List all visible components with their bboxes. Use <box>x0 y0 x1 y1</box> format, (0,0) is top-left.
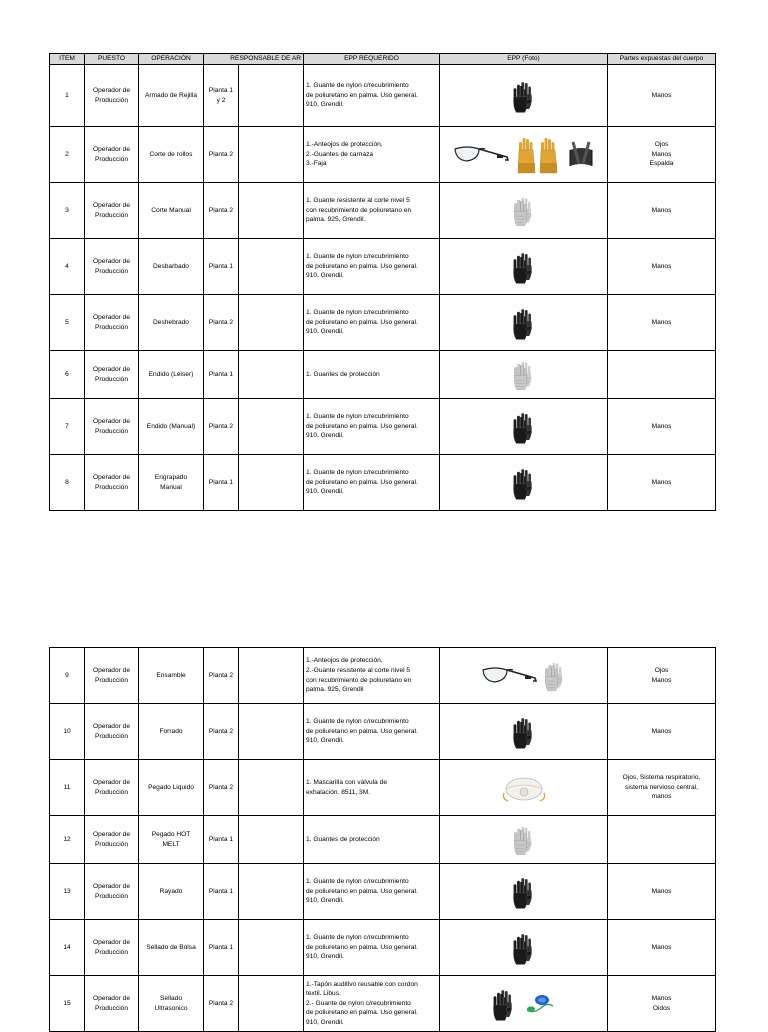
text-line: Planta 1 <box>208 478 234 486</box>
responsable-cell <box>239 351 304 399</box>
planta-cell <box>204 648 239 704</box>
earplugs-icon <box>520 1000 560 1007</box>
text-line: 1. Guante de nylon c/recubrimiento <box>306 718 409 726</box>
partes-expuestas-cell <box>608 760 716 816</box>
planta-cell <box>204 183 239 239</box>
partes-expuestas-cell <box>608 295 716 351</box>
black-glove-icon <box>508 423 540 430</box>
responsable-cell <box>239 976 304 1032</box>
text-line: Ojos, Sistema respiratorio, <box>622 774 701 782</box>
text-line: Oidos <box>652 1004 671 1012</box>
table-row <box>50 920 716 976</box>
text-line: 1.-Tapón auditivo reusable con cordon <box>306 980 418 988</box>
black-glove-icon <box>508 728 540 735</box>
text-line: 1. Guante de nylon c/recubrimiento <box>306 309 409 317</box>
text-line: 910, Grendil. <box>306 488 344 496</box>
table-row <box>50 295 716 351</box>
responsable-cell <box>239 399 304 455</box>
responsable-cell <box>239 760 304 816</box>
partes-expuestas-cell <box>608 648 716 704</box>
puesto-cell <box>85 976 139 1032</box>
table-row <box>50 760 716 816</box>
header-item: ITEM <box>50 54 85 65</box>
text-line: Operador de <box>92 86 131 94</box>
partes-expuestas-cell <box>608 351 716 399</box>
cut-resistant-glove-icon <box>509 836 539 843</box>
header-responsable: RESPONSABLE DE AR <box>204 54 304 65</box>
text-line: Planta 2 <box>208 318 234 326</box>
epp-requerido-cell <box>304 399 440 455</box>
partes-expuestas-cell <box>608 399 716 455</box>
epp-requerido-cell <box>304 183 440 239</box>
responsable-cell <box>239 648 304 704</box>
text-line: Manos <box>651 887 672 895</box>
text-line: Manos <box>651 727 672 735</box>
table-body-page-2 <box>50 648 716 1032</box>
text-line: Manos <box>651 206 672 214</box>
text-line: Manos <box>651 478 672 486</box>
cut-resistant-glove-icon <box>540 672 570 679</box>
operacion-cell <box>139 65 204 127</box>
epp-table-page-2 <box>49 647 716 1032</box>
text-line: de poliuretano en palma. Uso general. <box>306 887 418 895</box>
operacion-cell <box>139 183 204 239</box>
text-line: 910, Grendil. <box>306 328 344 336</box>
text-line: Planta 2 <box>208 783 234 791</box>
header-partes-expuestas: Partes expuestas del cuerpo <box>608 54 716 65</box>
text-line: 910, Grendil. <box>306 1018 344 1026</box>
text-line: Manos <box>651 676 672 684</box>
text-line: Operador de <box>92 722 131 730</box>
epp-requerido-cell <box>304 127 440 183</box>
text-line: Planta 2 <box>208 150 234 158</box>
epp-foto-cell <box>440 816 608 864</box>
text-line: Engrapado <box>154 473 188 481</box>
puesto-cell <box>85 127 139 183</box>
cut-resistant-glove-icon <box>509 371 539 378</box>
text-line: Producción <box>95 892 128 900</box>
text-line: Manual <box>160 483 182 491</box>
table-row <box>50 239 716 295</box>
epp-foto-cell <box>440 239 608 295</box>
puesto-cell <box>85 864 139 920</box>
planta-cell <box>204 920 239 976</box>
text-line: Forrado <box>159 727 183 735</box>
puesto-cell <box>85 816 139 864</box>
table-row <box>50 648 716 704</box>
text-line: Planta 2 <box>208 999 234 1007</box>
text-line: manos <box>651 793 672 801</box>
epp-requerido-cell <box>304 648 440 704</box>
text-line: 1. Guante de nylon c/recubrimiento <box>306 253 409 261</box>
text-line: 1. Guantes de protección <box>306 835 380 843</box>
text-line: MELT <box>162 840 180 848</box>
text-line: Deshebrado <box>153 318 189 326</box>
text-line: Producción <box>95 732 128 740</box>
operacion-cell <box>139 295 204 351</box>
text-line: 3.-Faja <box>306 160 327 168</box>
text-line: Producción <box>95 211 128 219</box>
text-line: con recubrimiento de poliuretano en <box>306 676 412 684</box>
text-line: 910, Grendil. <box>306 432 344 440</box>
text-line: Corte de rollos <box>149 150 193 158</box>
text-line: 2.-Guantes de carnaza <box>306 150 374 158</box>
text-line: Producción <box>95 676 128 684</box>
text-line: de poliuretano en palma. Uso general. <box>306 727 418 735</box>
epp-requerido-cell <box>304 760 440 816</box>
text-line: Operador de <box>92 417 131 425</box>
epp-requerido-cell <box>304 920 440 976</box>
text-line: Operador de <box>92 666 131 674</box>
puesto-cell <box>85 455 139 511</box>
text-line: Producción <box>95 483 128 491</box>
text-line: 1.-Anteojos de protección, <box>306 657 383 665</box>
epp-table-page-1 <box>49 53 716 511</box>
item-cell: 6 <box>50 351 85 399</box>
black-glove-icon <box>508 944 540 951</box>
puesto-cell <box>85 704 139 760</box>
item-cell: 10 <box>50 704 85 760</box>
epp-foto-cell <box>440 864 608 920</box>
epp-foto-cell <box>440 760 608 816</box>
text-line: 910, Grendil. <box>306 897 344 905</box>
text-line: Rayado <box>159 887 183 895</box>
table-row <box>50 399 716 455</box>
text-line: de poliuretano en palma. Uso general. <box>306 318 418 326</box>
epp-foto-cell <box>440 295 608 351</box>
text-line: Sellado <box>160 994 182 1002</box>
text-line: 1.-Anteojos de protección, <box>306 141 383 149</box>
table-row <box>50 65 716 127</box>
item-cell: 3 <box>50 183 85 239</box>
text-line: 910, Grendil. <box>306 953 344 961</box>
text-line: 1. Mascarilla con válvula de <box>306 778 387 786</box>
responsable-cell <box>239 455 304 511</box>
planta-cell <box>204 455 239 511</box>
operacion-cell <box>139 399 204 455</box>
text-line: con recubrimiento de poliuretano en <box>306 206 412 214</box>
text-line: Armado de Rejilla <box>144 91 198 99</box>
table-row <box>50 816 716 864</box>
header-epp-foto: EPP (Foto) <box>440 54 608 65</box>
text-line: Operador de <box>92 778 131 786</box>
text-line: 1. Guante de nylon c/recubrimiento <box>306 82 409 90</box>
text-line: de poliuretano en palma. Uso general. <box>306 943 418 951</box>
text-line: 910, Grendil. <box>306 737 344 745</box>
partes-expuestas-cell <box>608 704 716 760</box>
text-line: de poliuretano en palma. Uso general. <box>306 91 418 99</box>
text-line: de poliuretano en palma. Uso general. <box>306 1009 418 1017</box>
epp-requerido-cell <box>304 816 440 864</box>
operacion-cell <box>139 648 204 704</box>
planta-cell <box>204 127 239 183</box>
epp-foto-cell <box>440 127 608 183</box>
epp-requerido-cell <box>304 976 440 1032</box>
text-line: Manos <box>651 262 672 270</box>
text-line: Manos <box>651 994 672 1002</box>
black-glove-icon <box>508 479 540 486</box>
text-line: 1. Guante resistente al corte nivel 5 <box>306 197 410 205</box>
text-line: Producción <box>95 267 128 275</box>
safety-glasses-icon <box>478 672 540 679</box>
partes-expuestas-cell <box>608 816 716 864</box>
item-cell: 4 <box>50 239 85 295</box>
item-cell: 12 <box>50 816 85 864</box>
text-line: 1. Guantes de protección <box>306 370 380 378</box>
text-line: 1. Guante de nylon c/recubrimiento <box>306 413 409 421</box>
item-cell: 1 <box>50 65 85 127</box>
epp-foto-cell <box>440 183 608 239</box>
operacion-cell <box>139 976 204 1032</box>
operacion-cell <box>139 239 204 295</box>
operacion-cell <box>139 455 204 511</box>
table-row <box>50 864 716 920</box>
puesto-cell <box>85 648 139 704</box>
text-line: Desbarbado <box>153 262 189 270</box>
planta-cell <box>204 239 239 295</box>
text-line: de poliuretano en palma. Uso general. <box>306 422 418 430</box>
epp-requerido-cell <box>304 295 440 351</box>
leather-gloves-icon <box>512 151 564 158</box>
text-line: y 2 <box>216 96 226 104</box>
text-line: Ultrasonico <box>154 1004 188 1012</box>
text-line: Producción <box>95 96 128 104</box>
item-cell: 5 <box>50 295 85 351</box>
text-line: Planta 2 <box>208 671 234 679</box>
text-line: Operador de <box>92 365 131 373</box>
operacion-cell <box>139 864 204 920</box>
text-line: 2.- Guante de nylon c/recubrimiento <box>306 999 411 1007</box>
text-line: 1. Guante de nylon c/recubrimiento <box>306 469 409 477</box>
text-line: Operador de <box>92 313 131 321</box>
text-line: Producción <box>95 788 128 796</box>
partes-expuestas-cell <box>608 239 716 295</box>
planta-cell <box>204 704 239 760</box>
responsable-cell <box>239 816 304 864</box>
puesto-cell <box>85 351 139 399</box>
text-line: Producción <box>95 375 128 383</box>
puesto-cell <box>85 65 139 127</box>
black-glove-icon <box>508 319 540 326</box>
black-glove-icon <box>508 888 540 895</box>
table-row <box>50 976 716 1032</box>
epp-foto-cell <box>440 648 608 704</box>
item-cell: 11 <box>50 760 85 816</box>
text-line: Pegado HOT <box>151 830 191 838</box>
text-line: Ojos <box>654 141 669 149</box>
table-row <box>50 455 716 511</box>
text-line: palma. 925, Grendil. <box>306 216 366 224</box>
text-line: Planta 2 <box>208 727 234 735</box>
partes-expuestas-cell <box>608 976 716 1032</box>
responsable-cell <box>239 920 304 976</box>
responsable-cell <box>239 295 304 351</box>
responsable-cell <box>239 239 304 295</box>
black-glove-icon <box>508 92 540 99</box>
item-cell: 8 <box>50 455 85 511</box>
header-operacion: OPERACIÓN <box>139 54 204 65</box>
item-cell: 14 <box>50 920 85 976</box>
text-line: Operador de <box>92 257 131 265</box>
responsable-cell <box>239 127 304 183</box>
text-line: Producción <box>95 155 128 163</box>
text-line: Planta 2 <box>208 422 234 430</box>
item-cell: 2 <box>50 127 85 183</box>
text-line: Producción <box>95 323 128 331</box>
puesto-cell <box>85 295 139 351</box>
operacion-cell <box>139 127 204 183</box>
text-line: Operador de <box>92 882 131 890</box>
black-glove-icon <box>508 263 540 270</box>
operacion-cell <box>139 920 204 976</box>
puesto-cell <box>85 760 139 816</box>
text-line: exhalación. 8511, 3M. <box>306 788 371 796</box>
puesto-cell <box>85 399 139 455</box>
table-row <box>50 183 716 239</box>
responsable-cell <box>239 65 304 127</box>
epp-foto-cell <box>440 455 608 511</box>
text-line: Operador de <box>92 938 131 946</box>
partes-expuestas-cell <box>608 920 716 976</box>
text-line: 1. Guante de nylon c/recubrimiento <box>306 934 409 942</box>
text-line: Planta 1 <box>208 86 234 94</box>
text-line: Manos <box>651 422 672 430</box>
text-line: Pegado Liquido <box>148 783 194 791</box>
text-line: Producción <box>95 948 128 956</box>
text-line: Planta 1 <box>208 835 234 843</box>
text-line: de poliuretano en palma. Uso general. <box>306 478 418 486</box>
item-cell: 7 <box>50 399 85 455</box>
partes-expuestas-cell <box>608 183 716 239</box>
item-cell: 15 <box>50 976 85 1032</box>
text-line: Operador de <box>92 145 131 153</box>
planta-cell <box>204 65 239 127</box>
text-line: de poliuretano en palma. Uso general. <box>306 262 418 270</box>
planta-cell <box>204 760 239 816</box>
text-line: 2.-Guante resistente al corte nivel 5 <box>306 666 411 674</box>
text-line: 910, Grendil. <box>306 272 344 280</box>
back-support-belt-icon <box>564 151 598 158</box>
text-line: Sellado de Bolsa <box>146 943 196 951</box>
planta-cell <box>204 816 239 864</box>
text-line: Planta 1 <box>208 262 234 270</box>
respirator-mask-icon <box>497 784 551 791</box>
operacion-cell <box>139 760 204 816</box>
operacion-cell <box>139 704 204 760</box>
partes-expuestas-cell <box>608 455 716 511</box>
text-line: Espalda <box>649 160 674 168</box>
planta-cell <box>204 864 239 920</box>
safety-glasses-icon <box>450 151 512 158</box>
planta-cell <box>204 351 239 399</box>
text-line: Producción <box>95 427 128 435</box>
text-line: textil. Libus. <box>306 990 341 998</box>
epp-requerido-cell <box>304 704 440 760</box>
partes-expuestas-cell <box>608 127 716 183</box>
text-line: Operador de <box>92 830 131 838</box>
text-line: Planta 2 <box>208 206 234 214</box>
text-line: Ensamble <box>156 671 186 679</box>
text-line: Corte Manual <box>151 206 191 214</box>
epp-requerido-cell <box>304 351 440 399</box>
table-row <box>50 704 716 760</box>
cut-resistant-glove-icon <box>509 207 539 214</box>
text-line: Planta 1 <box>208 943 234 951</box>
table-row <box>50 127 716 183</box>
text-line: 1. Guante de nylon c/recubrimiento <box>306 878 409 886</box>
table-row <box>50 351 716 399</box>
epp-foto-cell <box>440 704 608 760</box>
header-epp-requerido: EPP REQUERIDO <box>304 54 440 65</box>
planta-cell <box>204 399 239 455</box>
item-cell: 13 <box>50 864 85 920</box>
header-puesto: PUESTO <box>85 54 139 65</box>
operacion-cell <box>139 816 204 864</box>
text-line: Operador de <box>92 994 131 1002</box>
text-line: Operador de <box>92 473 131 481</box>
text-line: Planta 1 <box>208 370 234 378</box>
puesto-cell <box>85 920 139 976</box>
table-header-row <box>50 54 716 65</box>
item-cell: 9 <box>50 648 85 704</box>
table-body-page-1 <box>50 65 716 511</box>
epp-foto-cell <box>440 920 608 976</box>
puesto-cell <box>85 183 139 239</box>
epp-foto-cell <box>440 399 608 455</box>
text-line: Manos <box>651 91 672 99</box>
text-line: sistema nervioso central, <box>625 783 698 791</box>
epp-requerido-cell <box>304 864 440 920</box>
responsable-cell <box>239 183 304 239</box>
epp-requerido-cell <box>304 65 440 127</box>
text-line: Ojos <box>654 666 669 674</box>
epp-foto-cell <box>440 65 608 127</box>
text-line: Operador de <box>92 201 131 209</box>
puesto-cell <box>85 239 139 295</box>
text-line: Manos <box>651 943 672 951</box>
text-line: Planta 1 <box>208 887 234 895</box>
text-line: Producción <box>95 1004 128 1012</box>
text-line: Manos <box>651 150 672 158</box>
partes-expuestas-cell <box>608 864 716 920</box>
text-line: 910, Grendil. <box>306 101 344 109</box>
planta-cell <box>204 295 239 351</box>
planta-cell <box>204 976 239 1032</box>
epp-foto-cell <box>440 351 608 399</box>
text-line: Endido (Manual) <box>146 422 196 430</box>
text-line: palma. 925, Grendil <box>306 686 364 694</box>
text-line: Producción <box>95 840 128 848</box>
partes-expuestas-cell <box>608 65 716 127</box>
text-line: Manos <box>651 318 672 326</box>
epp-requerido-cell <box>304 455 440 511</box>
epp-foto-cell <box>440 976 608 1032</box>
responsable-cell <box>239 704 304 760</box>
text-line: Endido (Leiser) <box>148 370 194 378</box>
epp-requerido-cell <box>304 239 440 295</box>
black-glove-icon <box>488 1000 520 1007</box>
operacion-cell <box>139 351 204 399</box>
responsable-cell <box>239 864 304 920</box>
